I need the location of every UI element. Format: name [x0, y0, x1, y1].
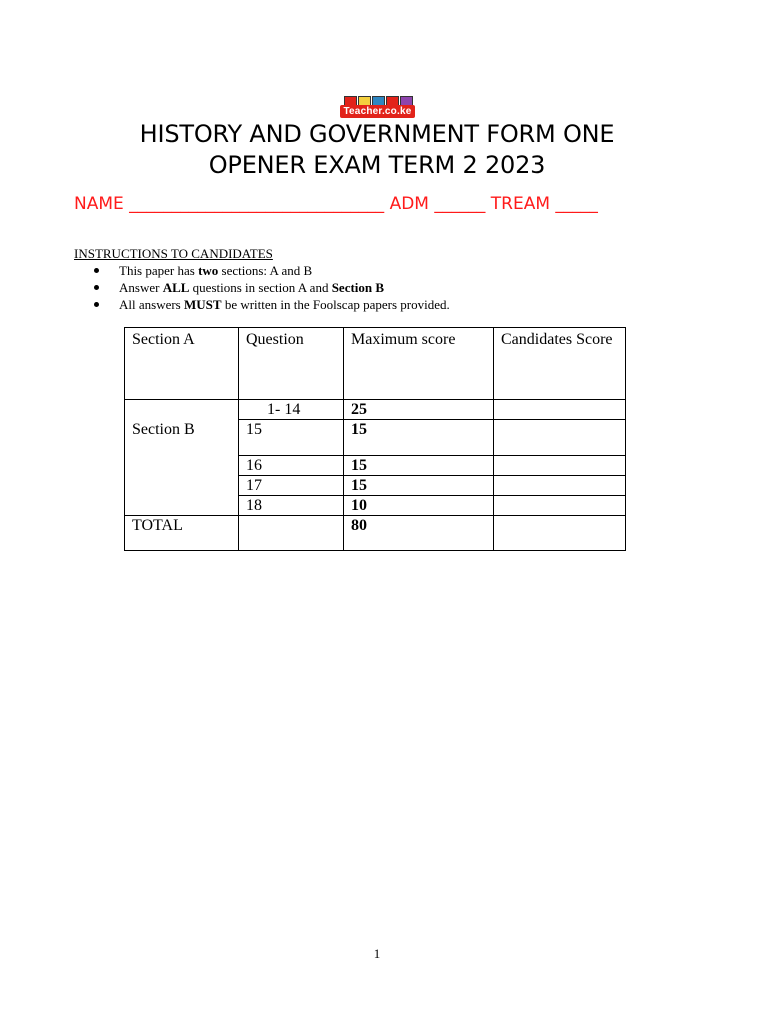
candidate-score-cell [494, 456, 626, 476]
instructions-list [94, 262, 450, 313]
instruction-item: All answers MUST be written in the Foolscap papers provided. [94, 296, 450, 313]
instruction-item: This paper has two sections: A and B [94, 262, 450, 279]
table-row [125, 400, 626, 420]
header-maximum-score: Maximum score [344, 328, 494, 400]
max-score-cell: 10 [344, 496, 494, 516]
table-header-row [125, 328, 626, 400]
exam-title-line-1: HISTORY AND GOVERNMENT FORM ONE [139, 120, 615, 148]
question-cell: 15 [239, 420, 344, 456]
exam-title-line-2: OPENER EXAM TERM 2 2023 [208, 151, 546, 179]
total-row [125, 516, 626, 551]
max-score-cell: 15 [344, 476, 494, 496]
section-b-label: Section B [132, 421, 195, 438]
site-logo [340, 92, 415, 118]
page-number: 1 [373, 946, 381, 961]
question-cell: 1- 14 [239, 400, 344, 420]
candidate-score-cell [494, 476, 626, 496]
total-label: TOTAL [125, 516, 239, 551]
question-cell: 17 [239, 476, 344, 496]
candidate-score-cell [494, 400, 626, 420]
max-score-cell: 15 [344, 420, 494, 456]
instructions-heading: INSTRUCTIONS TO CANDIDATES [74, 246, 273, 261]
question-cell: 16 [239, 456, 344, 476]
header-candidates-score: Candidates Score [494, 328, 626, 400]
instruction-item: Answer ALL questions in section A and Section B [94, 279, 450, 296]
candidate-details-line: NAME ______________________________ ADM ______ TREAM _____ [74, 194, 598, 214]
max-score-cell: 15 [344, 456, 494, 476]
total-max-score: 80 [344, 516, 494, 551]
candidate-score-cell [494, 420, 626, 456]
logo-text: Teacher.co.ke [340, 105, 415, 118]
section-b-cell [125, 400, 239, 516]
question-cell: 18 [239, 496, 344, 516]
header-question: Question [239, 328, 344, 400]
max-score-cell: 25 [344, 400, 494, 420]
total-candidate-score [494, 516, 626, 551]
score-table [124, 327, 626, 551]
header-section-a: Section A [125, 328, 239, 400]
total-question-cell [239, 516, 344, 551]
candidate-score-cell [494, 496, 626, 516]
